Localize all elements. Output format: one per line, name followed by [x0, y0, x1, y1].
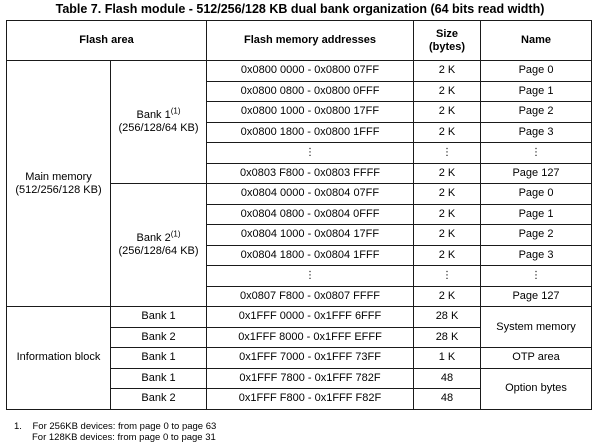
- header-addresses: Flash memory addresses: [207, 21, 414, 61]
- bank2-cell: [111, 184, 207, 307]
- header-flash-area: Flash area: [7, 21, 207, 61]
- footnote-text-256kb: For 256KB devices: from page 0 to page 63: [32, 421, 217, 432]
- size-cell: 2 K: [414, 163, 481, 184]
- main-memory-size: (512/256/128 KB): [15, 183, 102, 196]
- footnote-number: 1.: [14, 421, 22, 432]
- address-cell: 0x0800 1000 - 0x0800 17FF: [207, 102, 414, 123]
- main-memory-label: Main memory: [25, 170, 92, 183]
- option-bytes-cell: Option bytes: [481, 368, 592, 409]
- size-cell: 2 K: [414, 286, 481, 307]
- address-cell: 0x1FFF 7800 - 0x1FFF 782F: [207, 368, 414, 389]
- bank1-label: Bank 1: [136, 109, 171, 121]
- header-size-line2: (bytes): [428, 40, 466, 53]
- bank-cell: Bank 2: [111, 389, 207, 410]
- address-ellipsis: ⋮: [207, 266, 414, 287]
- header-size: [414, 21, 481, 61]
- size-cell: 2 K: [414, 81, 481, 102]
- table-title: Table 7. Flash module - 512/256/128 KB dual bank organization (64 bits read width): [55, 2, 545, 16]
- name-cell: Page 1: [481, 81, 592, 102]
- bank1-footnote-ref: (1): [170, 106, 181, 116]
- size-cell: 2 K: [414, 184, 481, 205]
- header-size-line1: Size: [436, 27, 459, 40]
- bank-cell: Bank 1: [111, 307, 207, 328]
- size-cell: 2 K: [414, 61, 481, 82]
- size-cell: 2 K: [414, 102, 481, 123]
- bank-cell: Bank 1: [111, 348, 207, 369]
- address-cell: 0x1FFF 7000 - 0x1FFF 73FF: [207, 348, 414, 369]
- size-cell: 2 K: [414, 122, 481, 143]
- address-cell: 0x0803 F800 - 0x0803 FFFF: [207, 163, 414, 184]
- bank1-cell: [111, 61, 207, 184]
- name-cell: Page 0: [481, 184, 592, 205]
- bank2-footnote-ref: (1): [170, 229, 181, 239]
- address-cell: 0x0804 1000 - 0x0804 17FF: [207, 225, 414, 246]
- table-row: [7, 307, 592, 328]
- address-cell: 0x0807 F800 - 0x0807 FFFF: [207, 286, 414, 307]
- footnote-line1: [14, 421, 216, 432]
- name-cell: Page 1: [481, 204, 592, 225]
- info-block-cell: Information block: [7, 307, 111, 410]
- size-cell: 2 K: [414, 245, 481, 266]
- size-cell: 48: [414, 368, 481, 389]
- name-cell: Page 2: [481, 225, 592, 246]
- address-ellipsis: ⋮: [207, 143, 414, 164]
- address-cell: 0x0800 1800 - 0x0800 1FFF: [207, 122, 414, 143]
- size-cell: 2 K: [414, 225, 481, 246]
- bank-cell: Bank 1: [111, 368, 207, 389]
- address-cell: 0x0804 1800 - 0x0804 1FFF: [207, 245, 414, 266]
- size-cell: 28 K: [414, 327, 481, 348]
- main-memory-cell: [7, 61, 111, 307]
- name-cell: Page 3: [481, 245, 592, 266]
- address-cell: 0x1FFF 8000 - 0x1FFF EFFF: [207, 327, 414, 348]
- bank2-label: Bank 2: [136, 232, 171, 244]
- size-ellipsis: ⋮: [414, 266, 481, 287]
- address-cell: 0x1FFF F800 - 0x1FFF F82F: [207, 389, 414, 410]
- address-cell: 0x0800 0800 - 0x0800 0FFF: [207, 81, 414, 102]
- header-name: Name: [481, 21, 592, 61]
- name-ellipsis: ⋮: [481, 143, 592, 164]
- footnote-text-128kb: For 128KB devices: from page 0 to page 31: [32, 432, 216, 443]
- address-cell: 0x1FFF 0000 - 0x1FFF 6FFF: [207, 307, 414, 328]
- table-row: [7, 61, 592, 82]
- system-memory-cell: System memory: [481, 307, 592, 348]
- bank-cell: Bank 2: [111, 327, 207, 348]
- flash-organization-table: [6, 20, 592, 410]
- bank1-size: (256/128/64 KB): [118, 122, 199, 134]
- size-ellipsis: ⋮: [414, 143, 481, 164]
- header-row: [7, 21, 592, 61]
- address-cell: 0x0800 0000 - 0x0800 07FF: [207, 61, 414, 82]
- address-cell: 0x0804 0800 - 0x0804 0FFF: [207, 204, 414, 225]
- size-cell: 1 K: [414, 348, 481, 369]
- name-cell: Page 2: [481, 102, 592, 123]
- otp-area-cell: OTP area: [481, 348, 592, 369]
- size-cell: 2 K: [414, 204, 481, 225]
- size-cell: 48: [414, 389, 481, 410]
- name-cell: Page 127: [481, 163, 592, 184]
- name-cell: Page 127: [481, 286, 592, 307]
- name-ellipsis: ⋮: [481, 266, 592, 287]
- size-cell: 28 K: [414, 307, 481, 328]
- address-cell: 0x0804 0000 - 0x0804 07FF: [207, 184, 414, 205]
- name-cell: Page 0: [481, 61, 592, 82]
- name-cell: Page 3: [481, 122, 592, 143]
- bank2-size: (256/128/64 KB): [118, 245, 199, 257]
